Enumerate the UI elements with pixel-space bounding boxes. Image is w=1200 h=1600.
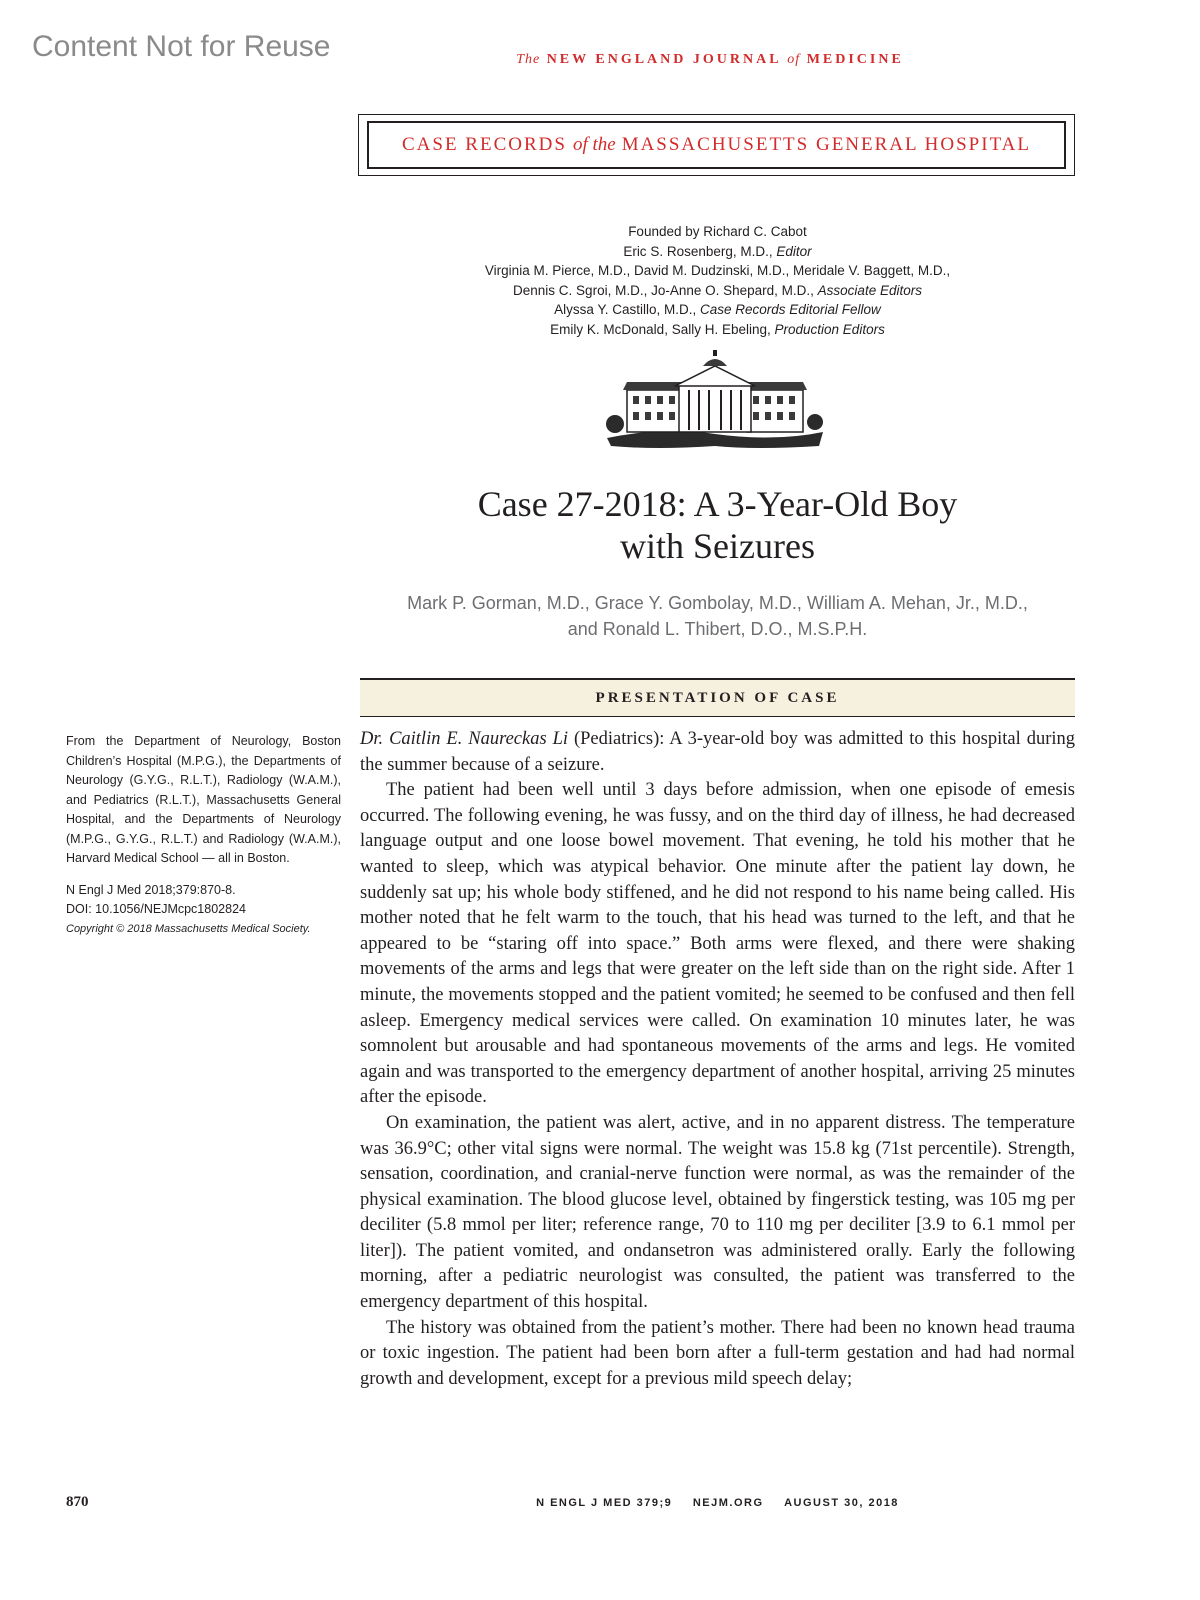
body-paragraph-4: The history was obtained from the patient’s mother. There had been no known head trauma or toxic ingestion. The patient had been born after a full-term gestation and had had normal growth and development, except for a previous mild speech delay;	[360, 1317, 1075, 1389]
fellow-line	[360, 300, 1075, 320]
footer-date: AUGUST 30, 2018	[784, 1497, 899, 1509]
production-role: Production Editors	[774, 321, 885, 337]
editorial-board	[360, 222, 1075, 339]
affiliations: From the Department of Neurology, Boston Children’s Hospital (M.P.G.), the Departments of Neurology (G.Y.G., R.L.T.), Radiology (W.A.M.), and Pediatrics (R.L.T.), Massachusetts General Hospital, and the Departments of Neurology (M.P.G., G.Y.G., R.L.T.) and Radiology (W.A.M.), Harvard Medical School — all in Boston.	[66, 734, 341, 865]
production-line	[360, 320, 1075, 340]
case-records-banner	[358, 114, 1075, 176]
banner-of-the: of the	[572, 134, 616, 155]
authors	[360, 590, 1075, 642]
banner-part1: CASE RECORDS	[401, 134, 567, 155]
authors-line-1: Mark P. Gorman, M.D., Grace Y. Gombolay, M.D., William A. Mehan, Jr., M.D.,	[407, 593, 1028, 613]
copyright: Copyright © 2018 Massachusetts Medical Society.	[66, 922, 311, 935]
doi: DOI: 10.1056/NEJMcpc1802824	[66, 902, 246, 916]
footer-journal: N ENGL J MED 379;9	[536, 1497, 673, 1509]
article-title	[360, 483, 1075, 567]
article-title-line-2: with Seizures	[620, 526, 815, 566]
body-paragraph-3: On examination, the patient was alert, active, and in no apparent distress. The temperature was 36.9°C; other vital signs were normal. The weight was 15.8 kg (71st percentile). Strength, sensation, coordination, and cranial-nerve function were normal, as was the remainder of the physical examination. The blood glucose level, obtained by fingerstick testing, was 105 mg per deciliter (5.8 mmol per liter; reference range, 70 to 110 mg per deciliter [3.9 to 6.1 mmol per liter]). The patient vomited, and ondansetron was administered orally. Early the following morning, after a pediatric neurologist was consulted, the patient was transferred to the emergency department of this hospital.	[360, 1112, 1075, 1313]
case-records-banner-inner	[367, 121, 1066, 169]
associates-names: Dennis C. Sgroi, M.D., Jo-Anne O. Shepard, M.D.,	[513, 282, 814, 298]
article-title-line-1: Case 27-2018: A 3-Year-Old Boy	[477, 484, 958, 524]
speaker-name: Dr. Caitlin E. Naureckas Li	[360, 729, 569, 749]
journal-name-part1: NEW ENGLAND JOURNAL	[546, 52, 781, 67]
editor-name: Eric S. Rosenberg, M.D.,	[623, 243, 773, 259]
production-names: Emily K. McDonald, Sally H. Ebeling,	[550, 321, 771, 337]
fellow-name: Alyssa Y. Castillo, M.D.,	[554, 302, 697, 317]
body-paragraph-2: The patient had been well until 3 days before admission, when one episode of emesis occurred. The following evening, he was fussy, and on the third day of illness, he had decreased language output and one loose bowel movement. That evening, he told his mother that he wanted to sleep, which was atypical behavior. One minute after the patient lay down, he suddenly sat up; his whole body stiffened, and he did not respond to his name being called. His mother noted that he felt warm to the touch, that his head was turned to the left, and that he appeared to be “staring off into space.” Both arms were flexed, and there were shaking movements of the arms and legs that were greater on the left side than on the right side. After 1 minute, the movements stopped and the patient vomited; he seemed to be confused and then fell asleep. Emergency medical services were called. On examination 10 minutes later, he was somnolent but arousable and had spontaneous movements of the arms and legs. He vomited again and was transported to the emergency department of another hospital, arriving 25 minutes after the episode.	[360, 780, 1075, 1108]
body-paragraph-1-text: (Pediatrics): A 3-year-old boy was admitted to this hospital during the summer because of a seizure.	[360, 729, 1075, 775]
associates-line-1: Virginia M. Pierce, M.D., David M. Dudzinski, M.D., Meridale V. Baggett, M.D.,	[484, 263, 951, 278]
associates-role: Associate Editors	[817, 282, 922, 298]
article-body	[360, 727, 1075, 1392]
journal-the: The	[516, 52, 541, 67]
fellow-role: Case Records Editorial Fellow	[699, 302, 881, 317]
citation: N Engl J Med 2018;379:870-8.	[66, 882, 236, 897]
hospital-building-illustration	[605, 350, 825, 450]
page-number: 870	[66, 1494, 89, 1510]
body-paragraph-1	[360, 727, 1075, 778]
page-footer	[360, 1497, 1075, 1509]
founder-line: Founded by Richard C. Cabot	[628, 224, 807, 239]
authors-line-2: and Ronald L. Thibert, D.O., M.S.P.H.	[567, 619, 868, 639]
sidebar-notes	[66, 732, 341, 939]
editor-role: Editor	[776, 243, 812, 259]
journal-name-part2: MEDICINE	[806, 52, 904, 67]
journal-header	[360, 52, 1060, 68]
section-heading: PRESENTATION OF CASE	[360, 678, 1075, 717]
watermark: Content Not for Reuse	[32, 30, 331, 63]
banner-part2: MASSACHUSETTS GENERAL HOSPITAL	[621, 134, 1031, 155]
journal-of: of	[787, 52, 801, 67]
associates-line-2	[360, 281, 1075, 301]
footer-site: NEJM.ORG	[692, 1497, 764, 1509]
editor-line	[360, 242, 1075, 262]
